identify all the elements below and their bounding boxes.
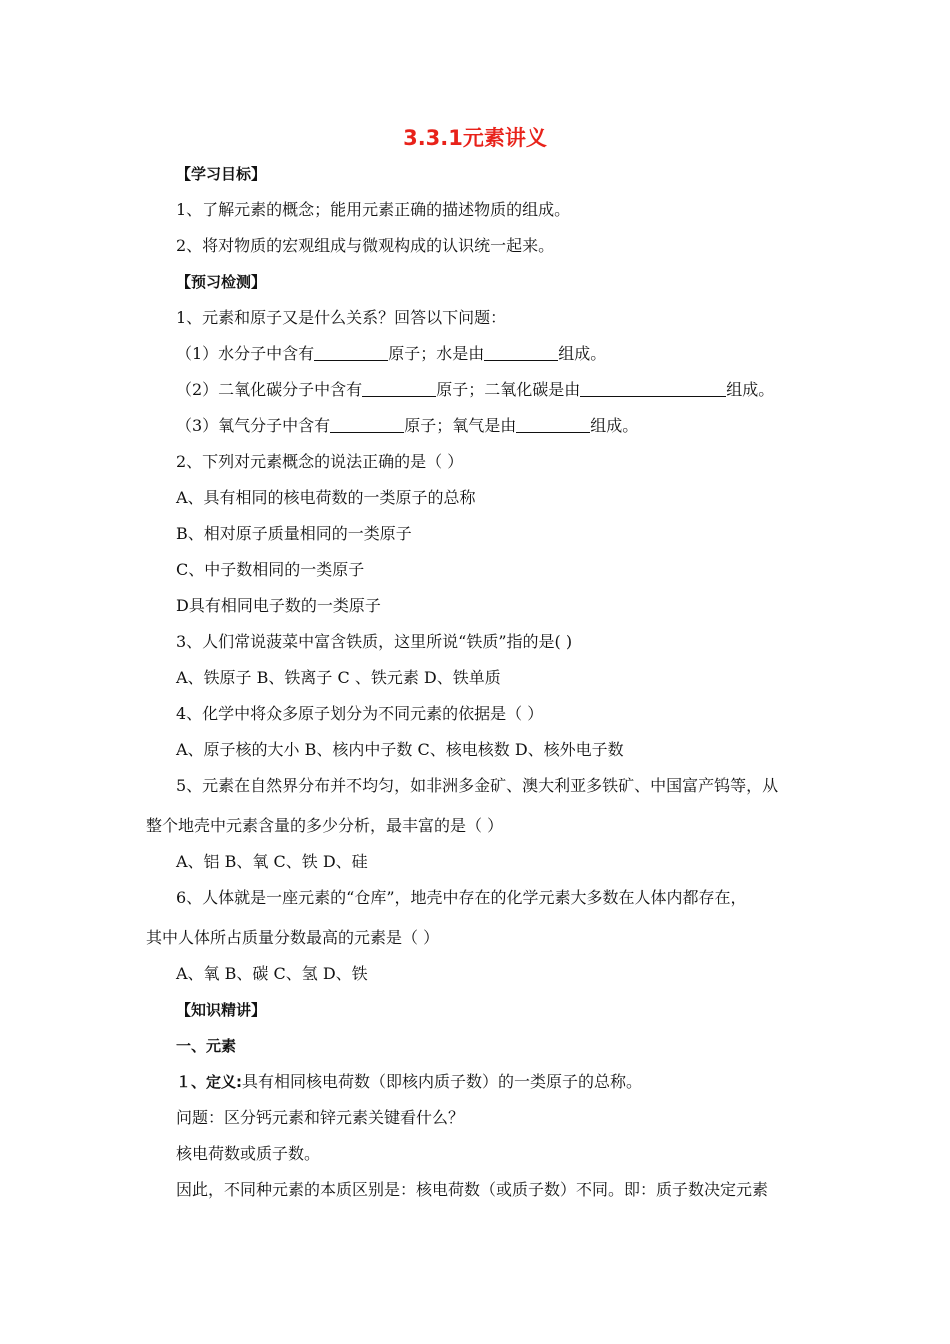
question-text: 1、元素和原子又是什么关系？回答以下问题： [176, 308, 507, 327]
option-line: A、铝 B、氧 C、铁 D、硅 [176, 852, 368, 871]
question-4: 4、化学中将众多原子划分为不同元素的依据是（ ） [176, 704, 544, 723]
fill-text: （2）二氧化碳分子中含有 [176, 380, 363, 399]
fill-text: （1）水分子中含有 [176, 344, 315, 363]
goal-item: 1、了解元素的概念；能用元素正确的描述物质的组成。 [176, 200, 571, 219]
option-line: A、氧 B、碳 C、氢 D、铁 [176, 964, 368, 983]
question-1-3 [176, 416, 638, 436]
fill-blank[interactable] [330, 416, 404, 433]
question-5-line: 整个地壳中元素含量的多少分析，最丰富的是（ ） [146, 816, 504, 835]
question-6-line: 其中人体所占质量分数最高的元素是（ ） [146, 928, 440, 947]
fill-text: 原子；水是由 [388, 344, 485, 363]
option-line: A、铁原子 B、铁离子 C 、铁元素 D、铁单质 [176, 668, 501, 687]
question-1-2 [176, 380, 774, 400]
goals-heading: 【学习目标】 [176, 165, 267, 183]
definition-label: １、定义: [176, 1073, 242, 1091]
fill-text: 组成。 [590, 416, 639, 435]
question-3: 3、人们常说菠菜中富含铁质，这里所说“铁质”指的是( ) [176, 632, 573, 651]
question-1 [176, 308, 506, 328]
question-6-line: 6、人体就是一座元素的“仓库”，地壳中存在的化学元素大多数在人体内都存在， [176, 888, 747, 907]
question-1-1 [176, 344, 606, 364]
fill-text: （3）氧气分子中含有 [176, 416, 331, 435]
page-title: 3.3.1元素讲义 [403, 126, 547, 150]
fill-blank[interactable] [516, 416, 590, 433]
goal-item: 2、将对物质的宏观组成与微观构成的认识统一起来。 [176, 236, 555, 255]
section-heading: 一、元素 [176, 1037, 237, 1055]
option-line: D具有相同电子数的一类原子 [176, 596, 381, 615]
option-line: A、具有相同的核电荷数的一类原子的总称 [176, 488, 476, 507]
definition [176, 1072, 642, 1092]
knowledge-question: 问题：区分钙元素和锌元素关键看什么？ [176, 1108, 465, 1127]
fill-blank[interactable] [314, 344, 388, 361]
fill-blank[interactable] [484, 344, 558, 361]
option-line: B、相对原子质量相同的一类原子 [176, 524, 412, 543]
definition-text: 具有相同核电荷数（即核内质子数）的一类原子的总称。 [242, 1072, 643, 1091]
question-5-line: 5、元素在自然界分布并不均匀，如非洲多金矿、澳大利亚多铁矿、中国富产钨等，从 [176, 776, 779, 795]
fill-text: 组成。 [558, 344, 607, 363]
fill-text: 原子；二氧化碳是由 [436, 380, 581, 399]
knowledge-heading: 【知识精讲】 [176, 1001, 267, 1019]
preview-heading: 【预习检测】 [176, 273, 267, 291]
question-2: 2、下列对元素概念的说法正确的是（ ） [176, 452, 464, 471]
knowledge-conclusion: 因此，不同种元素的本质区别是：核电荷数（或质子数）不同。即：质子数决定元素 [176, 1180, 769, 1199]
fill-blank[interactable] [580, 380, 726, 397]
fill-text: 原子；氧气是由 [404, 416, 517, 435]
fill-text: 组成。 [726, 380, 775, 399]
option-line: C、中子数相同的一类原子 [176, 560, 365, 579]
knowledge-answer: 核电荷数或质子数。 [176, 1144, 321, 1163]
option-line: A、原子核的大小 B、核内中子数 C、核电核数 D、核外电子数 [176, 740, 624, 759]
fill-blank[interactable] [362, 380, 436, 397]
